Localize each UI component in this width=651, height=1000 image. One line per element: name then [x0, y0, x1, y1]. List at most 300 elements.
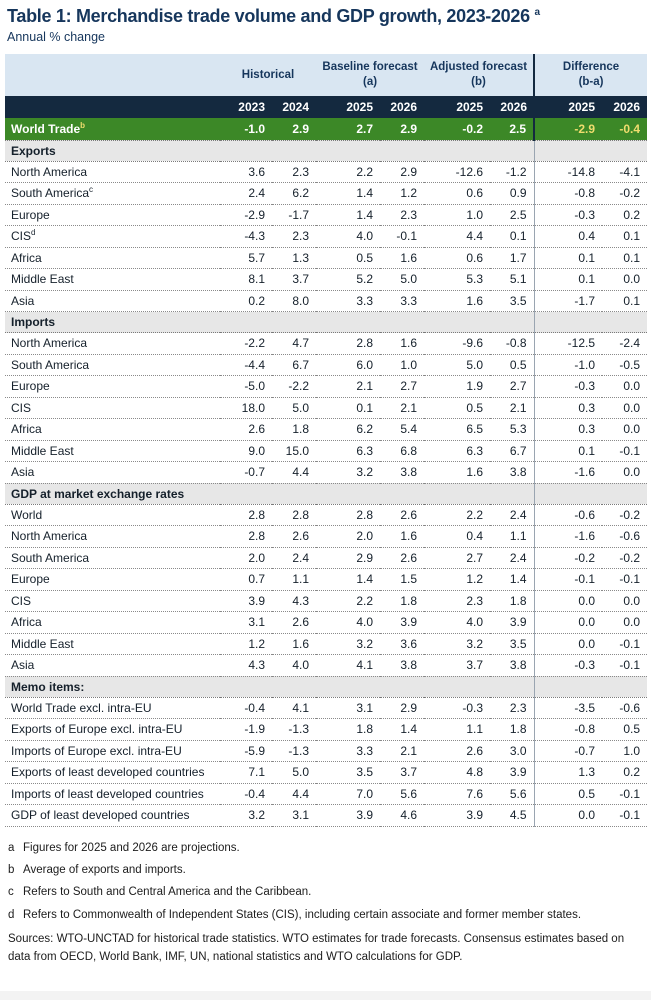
table-row	[5, 354, 647, 376]
section-header-row	[5, 140, 647, 161]
footnote-letter: b	[8, 863, 15, 876]
footnote-text: Refers to South and Central America and the Caribbean.	[23, 886, 312, 899]
cell-value: 3.7	[272, 269, 316, 291]
cell-value: -12.6	[424, 161, 490, 183]
footnotes	[8, 841, 646, 923]
cell-value: 0.1	[602, 247, 647, 269]
cell-value: 1.1	[490, 526, 534, 548]
cell-value: -0.4	[602, 118, 647, 140]
table-row	[5, 805, 647, 827]
cell-value: 6.3	[424, 440, 490, 462]
cell-value: 1.6	[424, 290, 490, 312]
cell-value: 2.1	[380, 740, 424, 762]
cell-value: 3.7	[380, 762, 424, 784]
cell-value: -1.2	[490, 161, 534, 183]
cell-value: 6.2	[316, 419, 380, 441]
cell-value: 2.4	[220, 183, 272, 205]
section-header-row	[5, 483, 647, 504]
cell-value: 2.9	[316, 547, 380, 569]
footnote	[8, 863, 646, 877]
cell-value: 2.5	[490, 204, 534, 226]
section-header-spacer	[534, 140, 647, 161]
cell-value: 2.2	[316, 590, 380, 612]
cell-value: 5.0	[424, 354, 490, 376]
footnote-letter: d	[8, 908, 15, 921]
cell-value: 1.3	[534, 762, 602, 784]
cell-value: 4.4	[272, 462, 316, 484]
cell-value: -0.6	[602, 697, 647, 719]
cell-value: 1.5	[380, 569, 424, 591]
table-row	[5, 526, 647, 548]
table-title	[7, 6, 646, 27]
cell-value: -0.4	[220, 783, 272, 805]
cell-value: 6.0	[316, 354, 380, 376]
cell-value: -1.3	[272, 740, 316, 762]
cell-value: 6.3	[316, 440, 380, 462]
cell-value: 0.0	[602, 612, 647, 634]
table-row	[5, 633, 647, 655]
cell-value: 4.7	[272, 333, 316, 355]
cell-value: 0.0	[602, 269, 647, 291]
cell-value: 1.0	[380, 354, 424, 376]
footnote-letter: a	[8, 841, 15, 854]
cell-value: -1.0	[220, 118, 272, 140]
bottom-strip	[0, 991, 651, 1000]
cell-value: 0.4	[424, 526, 490, 548]
cell-value: 0.0	[602, 419, 647, 441]
cell-value: 0.1	[316, 397, 380, 419]
cell-value: 1.2	[220, 633, 272, 655]
cell-value: -0.3	[534, 376, 602, 398]
cell-value: 1.2	[380, 183, 424, 205]
cell-value: 2.9	[380, 118, 424, 140]
cell-value: -0.2	[424, 118, 490, 140]
cell-value: 4.6	[380, 805, 424, 827]
cell-value: -0.4	[220, 697, 272, 719]
cell-value: 1.4	[490, 569, 534, 591]
group-header-adjusted	[424, 54, 534, 96]
table-subtitle: Annual % change	[7, 30, 105, 44]
cell-value: -0.1	[602, 569, 647, 591]
cell-value: 1.9	[424, 376, 490, 398]
row-footnote-marker: d	[31, 228, 36, 238]
cell-value: 0.1	[490, 226, 534, 248]
row-label: South America	[5, 354, 220, 376]
cell-value: -1.0	[534, 354, 602, 376]
cell-value: 6.2	[272, 183, 316, 205]
cell-value: 4.4	[424, 226, 490, 248]
row-label: World Trade$^b$	[5, 118, 220, 140]
year-header: 2025	[424, 96, 490, 118]
cell-value: -0.2	[602, 547, 647, 569]
sources-note: Sources: WTO-UNCTAD for historical trade statistics. WTO estimates for trade forecasts. Consensus estimates based on data from OECD, World Bank, IMF, UN, national statistics and WTO calculations for GDP.	[8, 933, 625, 964]
table-row	[5, 612, 647, 634]
cell-value: 1.6	[380, 333, 424, 355]
cell-value: 1.8	[490, 719, 534, 741]
cell-value: 9.0	[220, 440, 272, 462]
row-label: Asia	[5, 655, 220, 677]
cell-value: -12.5	[534, 333, 602, 355]
table-row	[5, 462, 647, 484]
table-row	[5, 655, 647, 677]
cell-value: 0.7	[220, 569, 272, 591]
cell-value: 4.0	[316, 226, 380, 248]
cell-value: 3.2	[424, 633, 490, 655]
cell-value: 1.1	[272, 569, 316, 591]
table-row	[5, 226, 647, 248]
table-row	[5, 762, 647, 784]
cell-value: 1.8	[316, 719, 380, 741]
cell-value: 0.5	[602, 719, 647, 741]
group-sublabel: (b-a)	[578, 76, 604, 88]
cell-value: 2.4	[490, 547, 534, 569]
cell-value: -0.1	[602, 783, 647, 805]
cell-value: 8.0	[272, 290, 316, 312]
group-sublabel: (b)	[471, 76, 486, 88]
cell-value: 0.2	[602, 204, 647, 226]
cell-value: 1.2	[424, 569, 490, 591]
footnote	[8, 885, 646, 899]
cell-value: 0.0	[602, 590, 647, 612]
row-label: Imports of least developed countries	[5, 783, 220, 805]
row-label: Europe	[5, 569, 220, 591]
cell-value: 3.1	[272, 805, 316, 827]
section-header-row	[5, 676, 647, 697]
cell-value: 2.5	[490, 118, 534, 140]
cell-value: -9.6	[424, 333, 490, 355]
cell-value: 2.6	[424, 740, 490, 762]
footnote-letter: c	[8, 886, 14, 899]
cell-value: 2.2	[424, 504, 490, 526]
group-header-baseline	[316, 54, 424, 96]
cell-value: 0.0	[534, 805, 602, 827]
cell-value: 1.4	[316, 569, 380, 591]
cell-value: 2.3	[272, 161, 316, 183]
cell-value: -0.1	[380, 226, 424, 248]
table-row	[5, 419, 647, 441]
cell-value: -4.1	[602, 161, 647, 183]
row-label: Middle East	[5, 269, 220, 291]
cell-value: 3.7	[424, 655, 490, 677]
table-row	[5, 376, 647, 398]
cell-value: 3.3	[316, 290, 380, 312]
cell-value: -1.9	[220, 719, 272, 741]
cell-value: 1.6	[272, 633, 316, 655]
cell-value: -0.3	[424, 697, 490, 719]
cell-value: 5.3	[424, 269, 490, 291]
cell-value: 1.6	[380, 526, 424, 548]
cell-value: -0.1	[602, 440, 647, 462]
cell-value: -2.9	[534, 118, 602, 140]
cell-value: 5.4	[380, 419, 424, 441]
footnote-text: Refers to Commonwealth of Independent States (CIS), including certain associate and former member states.	[23, 908, 582, 921]
cell-value: 0.1	[602, 226, 647, 248]
cell-value: -0.5	[602, 354, 647, 376]
cell-value: 0.2	[602, 762, 647, 784]
cell-value: 8.1	[220, 269, 272, 291]
group-label: Adjusted forecast	[429, 61, 528, 74]
row-label: South America$^c$	[5, 183, 220, 205]
cell-value: 0.3	[534, 397, 602, 419]
cell-value: 1.6	[380, 247, 424, 269]
cell-value: 3.0	[490, 740, 534, 762]
cell-value: 0.0	[534, 633, 602, 655]
footnote	[8, 908, 646, 922]
cell-value: 7.0	[316, 783, 380, 805]
cell-value: 0.1	[534, 269, 602, 291]
table-row	[5, 440, 647, 462]
cell-value: 0.0	[602, 376, 647, 398]
cell-value: 3.8	[380, 462, 424, 484]
section-header-label: Exports	[5, 140, 534, 161]
cell-value: -2.4	[602, 333, 647, 355]
cell-value: 7.6	[424, 783, 490, 805]
row-label: Europe	[5, 204, 220, 226]
cell-value: 3.6	[380, 633, 424, 655]
cell-value: 2.8	[316, 333, 380, 355]
table-row	[5, 269, 647, 291]
cell-value: -0.6	[534, 504, 602, 526]
cell-value: -0.7	[534, 740, 602, 762]
cell-value: 1.3	[272, 247, 316, 269]
cell-value: 3.9	[490, 762, 534, 784]
cell-value: 2.6	[272, 526, 316, 548]
table-row	[5, 504, 647, 526]
cell-value: 5.3	[490, 419, 534, 441]
cell-value: -0.1	[602, 805, 647, 827]
cell-value: 4.3	[220, 655, 272, 677]
trade-gdp-table	[5, 54, 647, 827]
table-row	[5, 183, 647, 205]
year-header: 2026	[602, 96, 647, 118]
cell-value: -1.6	[534, 462, 602, 484]
section-header-label: Imports	[5, 312, 534, 333]
cell-value: 2.6	[220, 419, 272, 441]
group-header-historical	[220, 54, 316, 96]
row-label: CIS$^d$	[5, 226, 220, 248]
cell-value: 0.0	[602, 462, 647, 484]
cell-value: -4.4	[220, 354, 272, 376]
cell-value: 1.8	[380, 590, 424, 612]
cell-value: 2.0	[316, 526, 380, 548]
world-trade-row	[5, 118, 647, 140]
cell-value: 0.5	[316, 247, 380, 269]
cell-value: -0.8	[490, 333, 534, 355]
cell-value: 2.3	[490, 697, 534, 719]
cell-value: 2.1	[380, 397, 424, 419]
table-row	[5, 740, 647, 762]
group-header-empty	[5, 54, 220, 96]
cell-value: 2.6	[380, 504, 424, 526]
cell-value: -0.1	[602, 633, 647, 655]
group-header-row	[5, 54, 647, 96]
cell-value: 1.0	[424, 204, 490, 226]
table-row	[5, 569, 647, 591]
cell-value: 0.0	[534, 590, 602, 612]
cell-value: -0.2	[602, 504, 647, 526]
year-header-row	[5, 96, 647, 118]
cell-value: 4.8	[424, 762, 490, 784]
cell-value: 1.7	[490, 247, 534, 269]
cell-value: 4.0	[316, 612, 380, 634]
cell-value: 5.6	[490, 783, 534, 805]
footnote-text: Figures for 2025 and 2026 are projections.	[23, 841, 240, 854]
cell-value: 4.5	[490, 805, 534, 827]
cell-value: 2.1	[316, 376, 380, 398]
year-header: 2025	[534, 96, 602, 118]
cell-value: 4.1	[272, 697, 316, 719]
cell-value: 18.0	[220, 397, 272, 419]
cell-value: 2.2	[316, 161, 380, 183]
group-label: Baseline forecast	[322, 61, 418, 74]
table-row	[5, 783, 647, 805]
cell-value: 2.9	[272, 118, 316, 140]
cell-value: 0.0	[602, 397, 647, 419]
cell-value: 3.9	[380, 612, 424, 634]
row-footnote-marker: b	[80, 120, 86, 130]
cell-value: 2.7	[424, 547, 490, 569]
row-label: Africa	[5, 612, 220, 634]
cell-value: 3.8	[490, 462, 534, 484]
table-row	[5, 204, 647, 226]
cell-value: 0.5	[534, 783, 602, 805]
year-header: 2026	[490, 96, 534, 118]
cell-value: 3.5	[316, 762, 380, 784]
cell-value: -1.6	[534, 526, 602, 548]
cell-value: 2.9	[380, 697, 424, 719]
row-label: Asia	[5, 290, 220, 312]
cell-value: 7.1	[220, 762, 272, 784]
row-label: Middle East	[5, 440, 220, 462]
cell-value: 3.9	[220, 590, 272, 612]
cell-value: -5.9	[220, 740, 272, 762]
cell-value: 5.1	[490, 269, 534, 291]
cell-value: 2.7	[380, 376, 424, 398]
row-footnote-marker: c	[89, 185, 94, 195]
cell-value: 0.6	[424, 247, 490, 269]
year-header-empty	[5, 96, 220, 118]
cell-value: 2.3	[380, 204, 424, 226]
cell-value: -0.3	[534, 655, 602, 677]
cell-value: 0.9	[490, 183, 534, 205]
year-header: 2023	[220, 96, 272, 118]
cell-value: -1.3	[272, 719, 316, 741]
table-body	[5, 118, 647, 826]
cell-value: 2.4	[490, 504, 534, 526]
group-label: Difference	[562, 61, 620, 74]
cell-value: 15.0	[272, 440, 316, 462]
cell-value: -5.0	[220, 376, 272, 398]
cell-value: 3.9	[490, 612, 534, 634]
cell-value: -2.2	[220, 333, 272, 355]
cell-value: -4.3	[220, 226, 272, 248]
year-header: 2026	[380, 96, 424, 118]
cell-value: -0.2	[534, 547, 602, 569]
cell-value: 3.2	[316, 462, 380, 484]
table-title-text: Table 1: Merchandise trade volume and GDP growth, 2023-2026	[7, 6, 530, 26]
cell-value: -0.3	[534, 204, 602, 226]
cell-value: -1.7	[534, 290, 602, 312]
section-header-row	[5, 312, 647, 333]
cell-value: 3.2	[316, 633, 380, 655]
cell-value: -2.2	[272, 376, 316, 398]
cell-value: 4.4	[272, 783, 316, 805]
cell-value: 6.7	[490, 440, 534, 462]
row-label: Exports of Europe excl. intra-EU	[5, 719, 220, 741]
cell-value: 0.5	[424, 397, 490, 419]
cell-value: 2.8	[220, 504, 272, 526]
cell-value: 0.1	[534, 440, 602, 462]
cell-value: 2.1	[490, 397, 534, 419]
row-label: World	[5, 504, 220, 526]
cell-value: 5.6	[380, 783, 424, 805]
cell-value: 0.2	[220, 290, 272, 312]
table-row	[5, 697, 647, 719]
table-title-footnote-marker: a	[534, 7, 540, 18]
cell-value: 1.6	[424, 462, 490, 484]
cell-value: 1.4	[316, 204, 380, 226]
row-label: Europe	[5, 376, 220, 398]
section-header-spacer	[534, 312, 647, 333]
cell-value: 2.7	[316, 118, 380, 140]
cell-value: -2.9	[220, 204, 272, 226]
cell-value: 3.2	[220, 805, 272, 827]
table-row	[5, 290, 647, 312]
cell-value: 2.8	[272, 504, 316, 526]
cell-value: 3.5	[490, 290, 534, 312]
cell-value: 1.4	[316, 183, 380, 205]
cell-value: 0.5	[490, 354, 534, 376]
cell-value: 1.8	[490, 590, 534, 612]
table-row	[5, 547, 647, 569]
footnote	[8, 841, 646, 855]
section-header-label: GDP at market exchange rates	[5, 483, 534, 504]
cell-value: 0.0	[534, 612, 602, 634]
table-row	[5, 397, 647, 419]
cell-value: 6.8	[380, 440, 424, 462]
cell-value: -0.7	[220, 462, 272, 484]
cell-value: 2.6	[380, 547, 424, 569]
section-header-label: Memo items:	[5, 676, 534, 697]
cell-value: 2.6	[272, 612, 316, 634]
group-sublabel: (a)	[362, 76, 378, 88]
cell-value: 3.1	[316, 697, 380, 719]
row-label: Middle East	[5, 633, 220, 655]
cell-value: 5.0	[380, 269, 424, 291]
cell-value: -0.2	[602, 183, 647, 205]
cell-value: 3.6	[220, 161, 272, 183]
cell-value: 1.0	[602, 740, 647, 762]
year-header: 2025	[316, 96, 380, 118]
cell-value: 0.6	[424, 183, 490, 205]
cell-value: 3.1	[220, 612, 272, 634]
cell-value: 5.0	[272, 397, 316, 419]
cell-value: -0.1	[534, 569, 602, 591]
footnote-text: Average of exports and imports.	[23, 863, 186, 876]
cell-value: 3.8	[490, 655, 534, 677]
row-label: North America	[5, 161, 220, 183]
cell-value: 5.2	[316, 269, 380, 291]
cell-value: -1.7	[272, 204, 316, 226]
section-header-spacer	[534, 676, 647, 697]
cell-value: 2.8	[316, 504, 380, 526]
cell-value: -0.8	[534, 719, 602, 741]
cell-value: 6.5	[424, 419, 490, 441]
table-row	[5, 161, 647, 183]
row-label: GDP of least developed countries	[5, 805, 220, 827]
row-label: North America	[5, 333, 220, 355]
cell-value: 2.4	[272, 547, 316, 569]
